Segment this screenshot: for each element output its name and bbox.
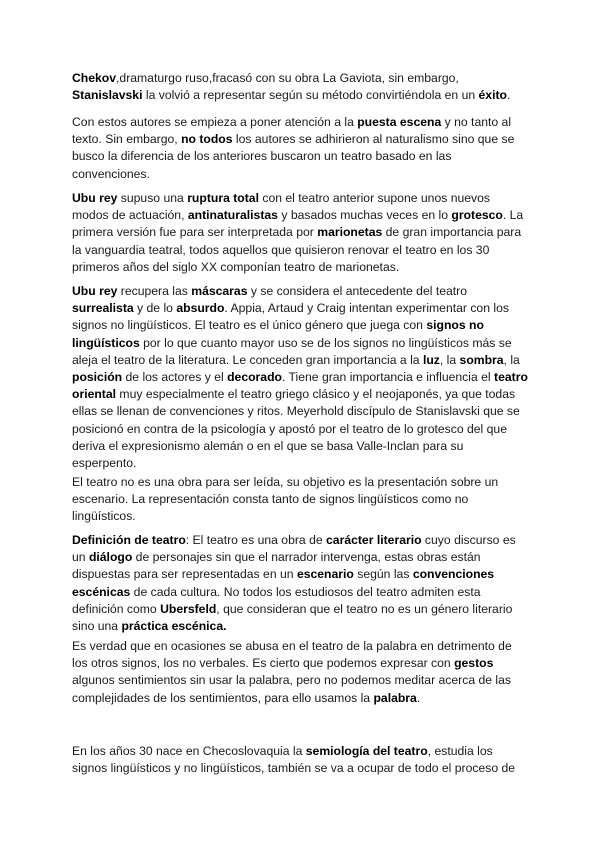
paragraph-teatro-representacion <box>72 474 528 526</box>
bold-term: grotesco <box>451 208 503 223</box>
text-run: de cada cultura. No todos los estudiosos del teatro admiten esta definición como <box>72 584 481 616</box>
bold-term: convenciones escénicas <box>72 567 495 599</box>
text-run: . <box>506 88 511 103</box>
text-run: la volvió a representar según su método convirtiéndola en un <box>142 88 479 103</box>
bold-term: sombra <box>459 352 504 367</box>
bold-term: carácter literario <box>326 533 422 547</box>
text-run: los autores se adhirieron al naturalismo sino que se busco la diferencia de los anteriores buscaron un teatro basado en las convenciones. <box>72 132 515 181</box>
bold-term: surrealista <box>72 301 134 316</box>
text-run: En los años 30 nace en Checoslovaquia la <box>72 744 306 758</box>
bold-term: éxito <box>478 88 507 103</box>
bold-term: no todos <box>181 132 233 147</box>
paragraph-semiologia <box>72 743 528 777</box>
bold-term: máscaras <box>191 284 248 298</box>
paragraph-definicion-teatro <box>72 532 528 635</box>
paragraph-ubu-rey-ruptura <box>72 190 528 276</box>
text-run: . Appia, Artaud y Craig intentan experimentar con los signos no lingüísticos. El teatro es el único género que juega con <box>72 301 509 333</box>
bold-term: posición <box>72 370 123 385</box>
text-run: cuyo discurso es un <box>72 533 516 565</box>
text-run: recupera las <box>117 284 192 298</box>
text-run: , que consideran que el teatro no es un género literario sino una <box>72 601 513 634</box>
text-run: con el teatro anterior supone unos nuevos modos de actuación, <box>72 191 491 223</box>
text-run: y de lo <box>133 301 177 316</box>
bold-term: antinaturalistas <box>187 208 278 223</box>
text-run: ,dramaturgo ruso,fracasó con su obra La Gaviota, sin embargo, <box>116 71 459 85</box>
bold-term: absurdo <box>176 301 225 316</box>
bold-term: signos no lingüísticos <box>72 318 484 350</box>
bold-term: Ubu rey <box>72 191 118 205</box>
text-run: supuso una <box>117 191 188 205</box>
text-run: : El teatro es una obra de <box>185 533 327 547</box>
text-run: . <box>416 690 421 705</box>
bold-term: escenario <box>296 567 354 582</box>
text-run: de los actores y el <box>122 370 228 385</box>
bold-term: palabra <box>373 690 417 705</box>
bold-term: Chekov <box>72 71 117 85</box>
bold-term: Definición de teatro <box>72 533 186 547</box>
text-run: algunos sentimientos sin usar la palabra, pero no podemos meditar acerca de las complejidades de los sentimientos, para ello usamos la <box>72 673 511 705</box>
text-run: El teatro no es una obra para ser leída, su objetivo es la presentación sobre un escenario. La representación consta tanto de signos lingüísticos como no lingüísticos. <box>72 475 499 524</box>
bold-term: Ubu rey <box>72 284 118 298</box>
text-run: de personajes sin que el narrador intervenga, estas obras están dispuestas para ser representadas en un <box>72 550 481 582</box>
paragraph-chekov <box>72 70 528 104</box>
bold-term: Ubersfeld <box>160 601 217 616</box>
text-run: . Tiene gran importancia e influencia el <box>281 370 495 385</box>
text-run: de gran importancia para la vanguardia teatral, todos aquellos que quisieron renovar el teatro en los 30 primeros años del siglo XX componían teatro de marionetas. <box>72 225 522 274</box>
bold-term: decorado <box>227 370 282 385</box>
bold-term: semiología del teatro <box>305 744 428 758</box>
text-run: , estudia los signos lingüísticos y no lingüísticos, también se va a ocupar de todo el proceso de <box>72 744 516 776</box>
text-run: muy especialmente el teatro griego clásico y el neojaponés, ya que todas ellas se llenan de convenciones y ritos. Meyerhold discípulo de Stanislavski que se posicionó en contra de la psicología y apostó por el teatro de lo grotesco del que deriva el expresionismo alemán o en el que se basa Valle-Inclan para su esperpento. <box>72 387 520 471</box>
bold-term: marionetas <box>317 225 383 240</box>
text-run: por lo que cuanto mayor uso se de los signos no lingüísticos más se aleja el teatro de la literatura. Le conceden gran importancia a la <box>72 335 512 367</box>
bold-term: práctica escénica. <box>121 619 227 634</box>
bold-term: gestos <box>454 656 494 671</box>
bold-term: teatro oriental <box>72 370 528 402</box>
text-run: y no tanto al texto. Sin embargo, <box>72 115 512 147</box>
text-run: , la <box>439 352 460 367</box>
text-run: Es verdad que en ocasiones se abusa en el teatro de la palabra en detrimento de los otros signos, los no verbales. Es cierto que podemos expresar con <box>72 639 512 671</box>
paragraph-palabra <box>72 638 528 707</box>
text-run: según las <box>353 567 413 582</box>
bold-term: ruptura total <box>187 191 259 205</box>
paragraph-puesta-escena <box>72 114 528 183</box>
bold-term: luz <box>422 352 440 367</box>
bold-term: Stanislavski <box>72 88 143 103</box>
bold-term: puesta escena <box>357 115 442 129</box>
paragraph-ubu-rey-mascaras <box>72 283 528 472</box>
bold-term: diálogo <box>88 550 133 565</box>
text-run: . La primera versión fue para ser interpretada por <box>72 208 524 240</box>
text-run: Con estos autores se empieza a poner atención a la <box>72 115 358 129</box>
text-run: y basados muchas veces en lo <box>277 208 452 223</box>
text-run: y se considera el antecedente del teatro <box>247 284 468 298</box>
text-run: , la <box>503 352 520 367</box>
